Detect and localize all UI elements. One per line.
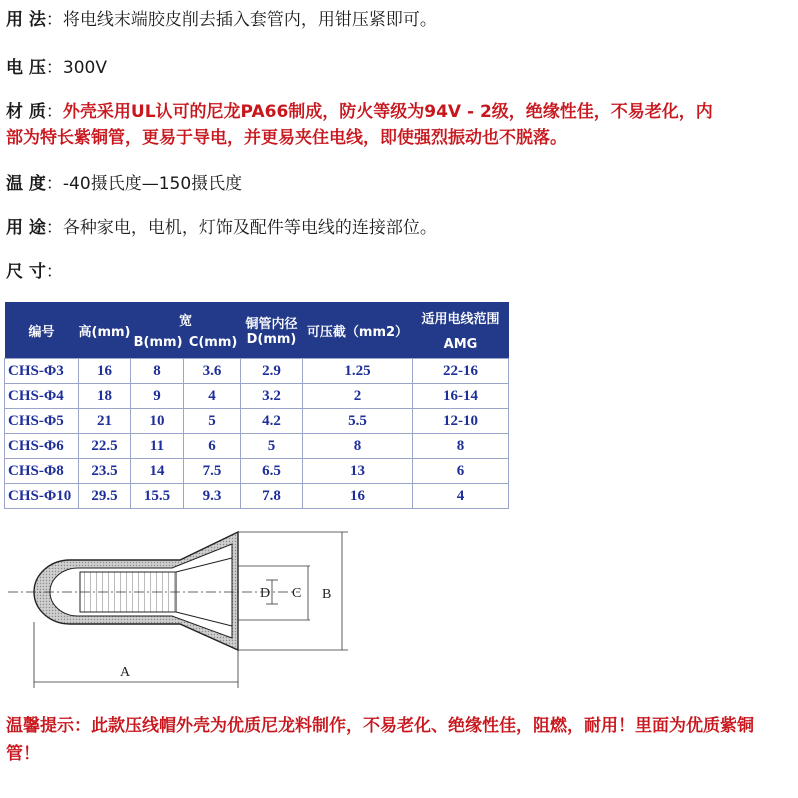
table-header-row: [5, 302, 509, 359]
size-line: [6, 260, 63, 284]
table-cell: 5: [184, 409, 241, 434]
material-line-2: [6, 126, 567, 150]
material-text-2: 部为特长紫铜管，更易于导电，并更易夹住电线，即使强烈振动也不脱落。: [6, 128, 567, 148]
voltage-line: [6, 56, 107, 80]
table-cell: 13: [303, 459, 413, 484]
connector-diagram: [0, 522, 380, 692]
header-width: [131, 302, 241, 359]
table-cell: 2.9: [241, 359, 303, 384]
header-wire-top: 适用电线范围: [421, 312, 500, 327]
table-row: [5, 409, 509, 434]
size-text: ：: [45, 262, 63, 282]
header-code: 编号: [5, 302, 79, 359]
header-wire-bottom: AMG: [443, 337, 478, 352]
table-cell: 16: [303, 484, 413, 509]
table-row: [5, 484, 509, 509]
table-cell: 5.5: [303, 409, 413, 434]
table-cell: 23.5: [79, 459, 131, 484]
table-cell: 3.6: [184, 359, 241, 384]
table-cell: 8: [131, 359, 184, 384]
header-height: 高(mm): [79, 302, 131, 359]
usage-line: [6, 8, 437, 32]
header-width-b: B(mm): [133, 335, 183, 350]
table-cell: 7.8: [241, 484, 303, 509]
table-cell: 11: [131, 434, 184, 459]
dimension-c-label: C: [292, 586, 302, 601]
table-cell: 2: [303, 384, 413, 409]
table-cell: 3.2: [241, 384, 303, 409]
table-cell: 14: [131, 459, 184, 484]
table-cell: 6: [184, 434, 241, 459]
usage-label: 用 法: [6, 10, 46, 30]
table-row: [5, 434, 509, 459]
table-cell: CHS-Φ8: [5, 459, 79, 484]
material-text-1: 外壳采用UL认可的尼龙PA66制成，防火等级为94V - 2级，绝缘性佳，不易老化，内: [62, 102, 713, 122]
table-cell: 4: [413, 484, 509, 509]
table-cell: 9: [131, 384, 184, 409]
table-cell: 22.5: [79, 434, 131, 459]
table-cell: 1.25: [303, 359, 413, 384]
table-cell: 22-16: [413, 359, 509, 384]
spec-table: [4, 302, 509, 509]
header-tube-bottom: D(mm): [246, 332, 297, 347]
table-row: [5, 384, 509, 409]
usage-text: ：将电线末端胶皮削去插入套管内，用钳压紧即可。: [45, 10, 437, 30]
table-cell: 4.2: [241, 409, 303, 434]
table-cell: CHS-Φ3: [5, 359, 79, 384]
temperature-text: ：-40摄氏度—150摄氏度: [45, 174, 243, 194]
table-cell: 8: [303, 434, 413, 459]
table-cell: 29.5: [79, 484, 131, 509]
table-cell: 12-10: [413, 409, 509, 434]
table-cell: 4: [184, 384, 241, 409]
material-label: 材 质: [6, 102, 46, 122]
table-cell: 5: [241, 434, 303, 459]
table-cell: 21: [79, 409, 131, 434]
dimension-a-label: A: [120, 665, 131, 680]
table-cell: CHS-Φ10: [5, 484, 79, 509]
warm-tip: 温馨提示：此款压线帽外壳为优质尼龙料制作，不易老化、绝缘性佳，阻燃，耐用！里面为优质紫铜管！: [6, 716, 754, 763]
application-text: ：各种家电，电机，灯饰及配件等电线的连接部位。: [45, 218, 437, 238]
dimension-d-label: D: [260, 586, 271, 601]
table-cell: 9.3: [184, 484, 241, 509]
application-line: [6, 216, 437, 240]
header-width-group: 宽: [178, 314, 192, 329]
header-width-c: C(mm): [188, 335, 238, 350]
dimension-b-label: B: [322, 587, 332, 602]
material-sep: ：: [45, 102, 63, 122]
table-cell: CHS-Φ5: [5, 409, 79, 434]
table-row: [5, 359, 509, 384]
size-label: 尺 寸: [6, 262, 46, 282]
header-crimp: 可压截（mm2）: [303, 302, 413, 359]
header-tube-top: 铜管内径: [245, 317, 298, 332]
header-tube: [241, 302, 303, 359]
voltage-label: 电 压: [6, 58, 46, 78]
table-cell: 18: [79, 384, 131, 409]
table-cell: CHS-Φ4: [5, 384, 79, 409]
table-cell: 7.5: [184, 459, 241, 484]
table-cell: 16: [79, 359, 131, 384]
temperature-label: 温 度: [6, 174, 46, 194]
header-wire: [413, 302, 509, 359]
table-cell: 10: [131, 409, 184, 434]
table-cell: 8: [413, 434, 509, 459]
table-cell: 16-14: [413, 384, 509, 409]
table-cell: 6.5: [241, 459, 303, 484]
table-cell: CHS-Φ6: [5, 434, 79, 459]
application-label: 用 途: [6, 218, 46, 238]
material-line-1: [6, 100, 713, 124]
table-cell: 6: [413, 459, 509, 484]
voltage-text: ：300V: [45, 58, 107, 78]
table-cell: 15.5: [131, 484, 184, 509]
table-row: [5, 459, 509, 484]
temperature-line: [6, 172, 242, 196]
